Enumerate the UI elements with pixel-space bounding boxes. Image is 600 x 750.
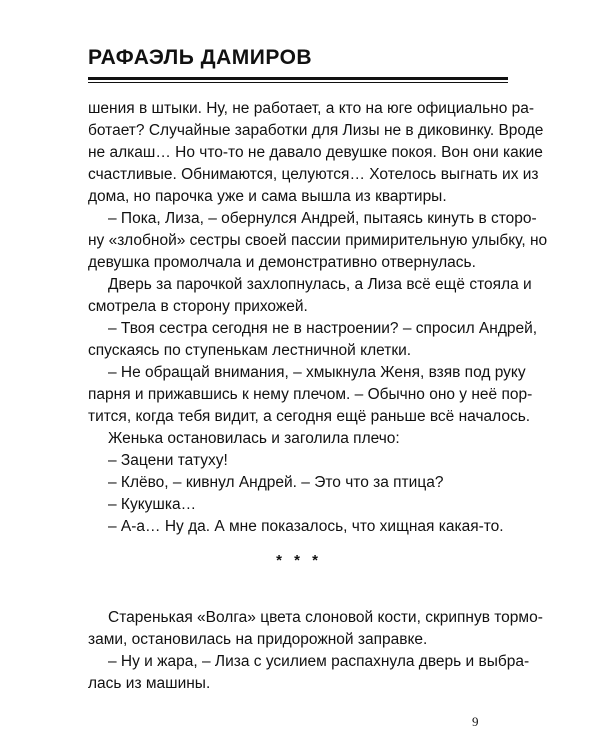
- text-line: Женька остановилась и заголила плечо:: [108, 430, 400, 447]
- text-line: ну «злобной» сестры своей пассии примирительную улыбку, но: [88, 232, 548, 249]
- text-line: смотрела в сторону прихожей.: [88, 298, 308, 315]
- text-line: тится, когда тебя видит, а сегодня ещё раньше всё началось.: [88, 408, 531, 425]
- header-rule-thin: [88, 82, 508, 83]
- running-header-author: РАФАЭЛЬ ДАМИРОВ: [88, 46, 313, 69]
- section-separator: * * *: [276, 552, 322, 569]
- page-number: 9: [472, 714, 479, 729]
- text-line: – Клёво, – кивнул Андрей. – Это что за птица?: [108, 474, 444, 491]
- text-line: – Не обращай внимания, – хмыкнула Женя, взяв под руку: [108, 364, 526, 381]
- text-line: – Пока, Лиза, – обернулся Андрей, пытаясь кинуть в сторо-: [108, 210, 537, 227]
- text-line: парня и прижавшись к нему плечом. – Обычно оно у неё пор-: [88, 386, 533, 403]
- text-line: спускаясь по ступенькам лестничной клетки.: [88, 342, 412, 359]
- text-line: – Зацени татуху!: [108, 452, 228, 469]
- text-line: не алкаш… Но что-то не давало девушке покоя. Вон они какие: [88, 144, 543, 161]
- text-line: девушка промолчала и демонстративно отвернулась.: [88, 254, 476, 271]
- text-line: зами, остановилась на придорожной заправке.: [88, 631, 428, 648]
- header-rule-thick: [88, 77, 508, 80]
- text-line: счастливые. Обнимаются, целуются… Хотелось выгнать их из: [88, 166, 539, 183]
- text-line: Дверь за парочкой захлопнулась, а Лиза всё ещё стояла и: [108, 276, 532, 293]
- text-line: дома, но парочка уже и сама вышла из квартиры.: [88, 188, 447, 205]
- text-line: – Твоя сестра сегодня не в настроении? – спросил Андрей,: [108, 320, 538, 337]
- text-line: – Ну и жара, – Лиза с усилием распахнула дверь и выбра-: [108, 653, 530, 670]
- text-line: ботает? Случайные заработки для Лизы не в диковинку. Вроде: [88, 122, 544, 139]
- text-line: Старенькая «Волга» цвета слоновой кости, скрипнув тормо-: [108, 609, 543, 626]
- text-line: – А-а… Ну да. А мне показалось, что хищная какая-то.: [108, 518, 504, 535]
- text-line: – Кукушка…: [108, 496, 197, 513]
- text-line: шения в штыки. Ну, не работает, а кто на юге официально ра-: [88, 100, 535, 117]
- text-line: лась из машины.: [88, 675, 211, 692]
